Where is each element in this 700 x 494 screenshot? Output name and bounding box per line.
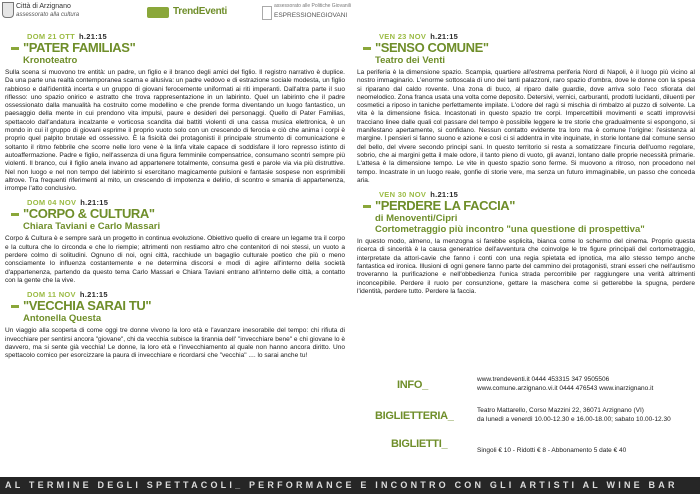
footer-banner: [0, 477, 700, 494]
left-column: [5, 32, 345, 360]
espressione-mark-icon: [262, 6, 272, 20]
event-date: VEN 23 NOV h.21:15: [379, 32, 459, 41]
event-vecchia-sarai-tu: [5, 290, 345, 360]
event-title: "SENSO COMUNE": [375, 40, 489, 55]
title-underscore-icon: [363, 205, 371, 208]
event-title-row: [23, 299, 345, 313]
biglietteria-label: BIGLIETTERIA_: [375, 410, 454, 422]
title-underscore-icon: [363, 47, 371, 50]
biglietti-label: BIGLIETTI_: [391, 438, 448, 450]
event-senso-comune: [357, 32, 695, 185]
espressione-wordmark: ESPRESSIONEGIOVANI: [274, 12, 348, 19]
espressione-top-text: assessorato alle Politiche Giovanili: [274, 3, 351, 9]
event-title-row: [23, 41, 345, 55]
arzignano-name: Città di Arzignano: [16, 3, 71, 10]
espressione-giovani-logo: [262, 3, 352, 25]
event-description: Sulla scena si muovono tre entità: un padre, un figlio e il branco degli amici del figlio. Il registro narrativo è duplice. Da una parte una realtà contemporanea scarna e allusiva: un padre vedovo e di estrazione sociale modesta, un figlio rabbioso e dall'identità incerta e un gruppo di giovani ferocemente uniformati ai riti imperanti. Dall'altra parte il suo riflesso: uno spazio onirico e astratto che trova rappresentazione in un labirinto. Quel un labirinto che il padre ossessionato dalla manualità ha costruito come modellino e che prende forma diventando un luogo fantastico, un paesaggio della mente in cui prendono vita impulsi, paure e desideri dei personaggi. Quello di Pater Familias, spettacolo dall'andatura incalzante e vorticosa scandita dai battiti violenti di una cassa musica elettronica, è un mondo in cui il gruppo di giovani esprime il proprio vuoto solo con un crescendo di ferocia e ciò che anima i corpi è proprio quel palpito brutale ed ossessivo. È la fisicità dei protagonisti il principale strumento di comunicazione e soltanto il ritmo febbrile che scorre nelle loro vene è la linfa vitale capace di soddisfare il loro represso istinto di autoaffermazione. Padre e figlio, nell'assenza di una figura femminile compensatrice, consumano scontri sempre più violenti. Il branco, cui il figlio anela invano ad appartenere totalmente, consuma gesti e parole via via più distruttive. Nel non luogo e nel non tempo del labirinto si esercitano magicamente pulsioni e fantasie sospese non esprimibili altrove. Tra frequenti riferimenti al mito, un crescendo di impotenza e delirio, di scontro e smania di appartenenza, irrompe l'atto conclusivo.: [5, 69, 345, 193]
event-description: Corpo & Cultura è e sempre sarà un progetto in continua evoluzione. Obiettivo quello di creare un legame tra il corpo e la cultura che lo circonda e che lo riempie; altrimenti non restiamo altro che contenitori di noi stessi, un vuoto a perdere colmo di solitudini. Ognuno di noi, ogni città, racchiude un bagaglio culturale poetico che più o meno consciamente lo influenza costantemente e ne determina discorsi e modi di agire all'interno della società d'appartenenza, partendo da questo tema Carlo Massari e Chiara Taviani entrano all'interno delle città, a contatto con la gente che la vive.: [5, 235, 345, 284]
info-label: INFO_: [397, 379, 428, 391]
event-company: Chiara Taviani e Carlo Massari: [23, 221, 161, 233]
right-column: [357, 32, 695, 296]
event-pater-familias: [5, 32, 345, 193]
crest-icon: [2, 2, 14, 18]
event-corpo-cultura: [5, 198, 345, 285]
trendeventi-mark-icon: [147, 7, 169, 18]
event-description: La periferia è la dimensione spazio. Scampia, quartiere all'estrema periferia Nord di Napoli, è il luogo più vicino al nostro immaginario. L'enorme sottoscala di uno dei tanti palazzoni, raro spazio d'ombra, dove le donne con la spesa si riparano dal caldo rovente. Una zona di buco, al riparo dalle guardie, dove arriva solo l'eco sfiorata del neomelodico. Zona franca usata una volta come deposito. Detersivi, vernici, carburanti, prodotti lucidanti, diluenti per cosmetici a riposo in taniche perfettamente impilate. L'odore del ragù si mischia di rimbalzo al puzzo di solvente. La vita è la dimensione fisica. Incastonati in questo spazio tre corpi. Impercettibili movimenti e scatti improvvisi tracciano linee dalle quali col passare del tempo è possibile leggere le tre storie che gradualmente si espongono, si manifestano apertamente, si confidano. Nessun contatto evidente tra loro ma è comune l'origine: l'esistenza al margine. I pensieri si fanno suono e azione e così ci si addentra in vite inquinate, in storie lontane dal comune senso del bello, del vivere secondo principi sani. In questo territorio si resta a somatizzare l'incuria dell'uomo regolare, sobrio, che ai margini getta il male odore, il tanto pieno di vuoto, gli avanzi, lontano dalle proprie necessità primarie. L'attesa è la dimensione tempo. Le vite in questo spazio sono ferme. Si muovono a ritroso, non procedono nel tempo. Incastrate in un luogo reale, gonfie di storie vere, ma senza un futuro immaginabile, un passo che conceda aria.: [357, 69, 695, 184]
event-date: DOM 04 NOV h.21:15: [27, 198, 109, 208]
event-title: "PATER FAMILIAS": [23, 40, 136, 55]
trendeventi-wordmark: TrendEventi: [173, 6, 227, 17]
event-title-row: [375, 41, 695, 55]
info-contacts-line1: www.trendeventi.it 0444 453315 347 9505506: [477, 376, 610, 383]
event-company: Antonella Questa: [23, 313, 102, 325]
biglietteria-address: Teatro Mattarello, Corso Mazzini 22, 36071 Arzignano (VI): [477, 407, 644, 414]
event-description: In questo modo, almeno, la menzogna si farebbe esplicita, bianca come lo schermo del cinema. Proprio questa ricerca di sincerità è la causa generatrice dell'avventura che coinvolge le tre figure principali del cortometraggio, interpretate da attori-cavie che fanno i conti con una regia spietata ed ipnotica, ma allo stesso tempo anche fantastica ed ironica. Illusioni di ogni genere fanno parte del cammino dei protagonisti, strani esseri che nell'autismo troveranno la purificazione e nell'obbedienza l'unica strada percorribile per raggiungere una verità altrimenti inconcepibile. Perdere il ruolo per consunzione, gettare la maschera come si getterebbe la spugna, perdere l'identità, perdere tutto. Perdere la faccia.: [357, 238, 695, 295]
event-format: Cortometraggio più incontro "una questione di prospettiva": [375, 224, 645, 236]
info-section: [357, 376, 695, 466]
event-company: di Menoventi/Cipri: [375, 213, 458, 225]
event-company: Kronoteatro: [23, 55, 78, 66]
event-date: DOM 21 OTT h.21:15: [27, 32, 107, 41]
arzignano-logo: [2, 2, 112, 24]
event-date: VEN 30 NOV h.21:15: [379, 190, 459, 200]
event-date: DOM 11 NOV h.21:15: [27, 290, 108, 300]
title-underscore-icon: [11, 47, 19, 50]
event-title: "CORPO & CULTURA": [23, 206, 155, 222]
title-underscore-icon: [11, 305, 19, 308]
event-description: Un viaggio alla scoperta di come oggi tre donne vivono la loro età e l'avanzare inesorabile del tempo: chi rifiuta di invecchiare per sentirsi ancora "giovane", chi da vecchia subisce la tirannia dell' "invecchiare bene" e chi giovane lo è davvero, ma si sente già vecchia! Le donne, la loro età e l'invecchiamento al quale non hanno ancora diritto. Uno spettacolo comico per esorcizzare la paura di invecchiare e ricordarsi che "vecchia" .... lo sarai anche tu!: [5, 327, 345, 360]
info-contacts-line2: www.comune.arzignano.vi.it 0444 476543 www.inarzignano.it: [477, 385, 654, 392]
event-title: "PERDERE LA FACCIA": [375, 198, 516, 214]
event-title: "VECCHIA SARAI TU": [23, 298, 152, 314]
event-title-row: [23, 207, 345, 221]
header-logos: [0, 0, 700, 28]
title-underscore-icon: [11, 213, 19, 216]
event-title-row: [375, 199, 695, 213]
event-perdere-la-faccia: [357, 190, 695, 296]
arzignano-subtitle: assessorato alla cultura: [16, 12, 80, 18]
footer-text: AL TERMINE DEGLI SPETTACOLI_ PERFORMANCE E INCONTRO CON GLI ARTISTI AL WINE BAR: [5, 480, 678, 490]
event-company: Teatro dei Venti: [375, 55, 446, 66]
biglietteria-hours: da lunedì a venerdì 10.00-12.30 e 16.00-18.00; sabato 10.00-12.30: [477, 416, 671, 423]
biglietti-prices: Singoli € 10 - Ridotti € 8 - Abbonamento 5 date € 40: [477, 447, 627, 454]
